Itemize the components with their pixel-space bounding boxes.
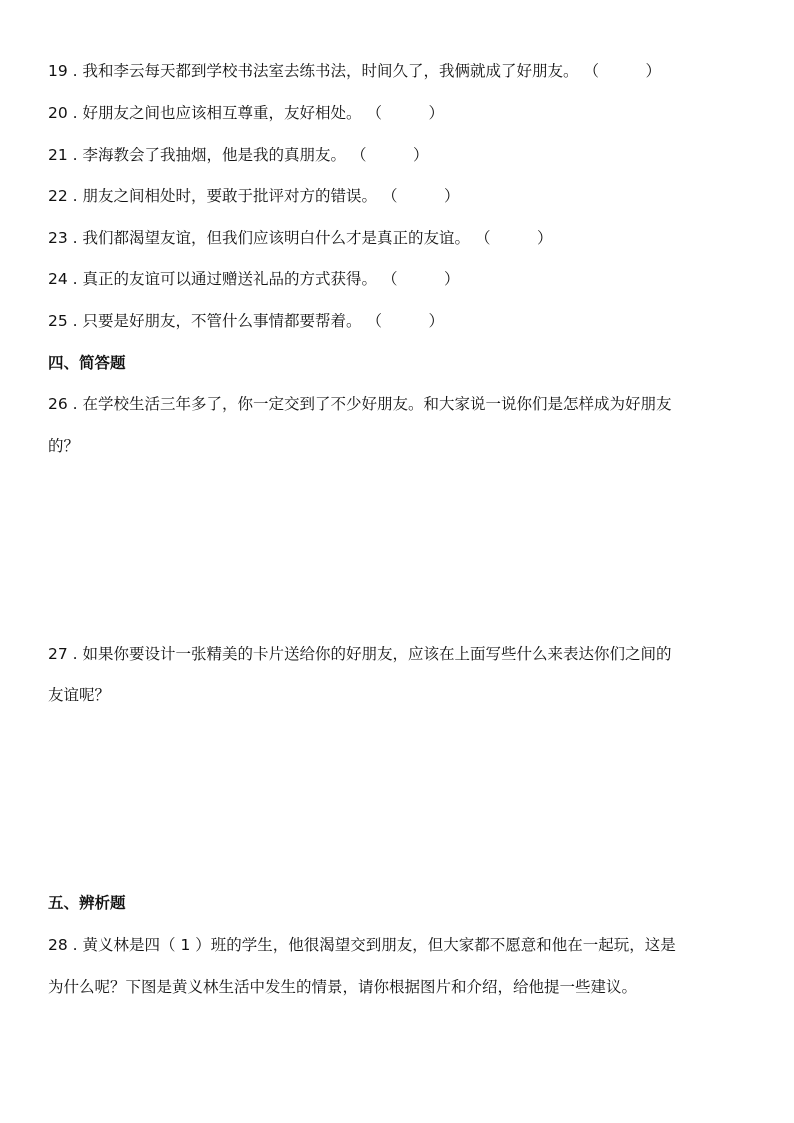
question-21	[48, 144, 746, 166]
question-number: 24 .	[48, 270, 78, 288]
question-28-line1	[48, 934, 746, 956]
question-text: 只要是好朋友，不管什么事情都要帮着。	[82, 312, 362, 330]
question-26-line2: 的？	[48, 437, 80, 455]
question-28-line2: 为什么呢？下图是黄义林生活中发生的情景，请你根据图片和介绍，给他提一些建议。	[48, 978, 638, 996]
question-number: 19 .	[48, 62, 78, 80]
section-title: 五、辨析题	[48, 894, 126, 912]
question-number: 22 .	[48, 187, 78, 205]
question-text: 如果你要设计一张精美的卡片送给你的好朋友，应该在上面写些什么来表达你们之间的	[82, 645, 672, 663]
question-number: 20 .	[48, 104, 78, 122]
question-number: 27 .	[48, 645, 78, 663]
question-27-line1	[48, 643, 746, 665]
answer-blank: （ ）	[381, 270, 460, 288]
question-23	[48, 227, 746, 249]
answer-blank: （ ）	[583, 62, 661, 80]
question-25	[48, 310, 746, 332]
answer-blank: （ ）	[366, 104, 444, 122]
question-text: 我们都渴望友谊，但我们应该明白什么才是真正的友谊。	[82, 229, 471, 247]
question-text: 黄义林是四（ 1 ）班的学生，他很渴望交到朋友，但大家都不愿意和他在一起玩，这是	[82, 936, 676, 954]
question-text: 真正的友谊可以通过赠送礼品的方式获得。	[82, 270, 378, 288]
question-number: 26 .	[48, 395, 78, 413]
answer-blank: （ ）	[474, 229, 553, 247]
answer-blank: （ ）	[350, 146, 429, 164]
question-19	[48, 60, 746, 82]
question-text: 在学校生活三年多了，你一定交到了不少好朋友。和大家说一说你们是怎样成为好朋友	[82, 395, 672, 413]
answer-blank: （ ）	[366, 312, 444, 330]
question-27-line2: 友谊呢？	[48, 686, 111, 704]
question-20	[48, 102, 746, 124]
question-text: 李海教会了我抽烟，他是我的真朋友。	[82, 146, 347, 164]
question-text: 我和李云每天都到学校书法室去练书法，时间久了，我俩就成了好朋友。	[82, 62, 579, 80]
section-title: 四、简答题	[48, 354, 126, 372]
question-number: 28 .	[48, 936, 78, 954]
question-number: 21 .	[48, 146, 78, 164]
question-number: 25 .	[48, 312, 78, 330]
answer-blank: （ ）	[381, 187, 460, 205]
question-24	[48, 268, 746, 290]
question-text: 好朋友之间也应该相互尊重，友好相处。	[82, 104, 362, 122]
question-26-line1	[48, 393, 746, 415]
question-22	[48, 185, 746, 207]
question-number: 23 .	[48, 229, 78, 247]
question-text: 朋友之间相处时，要敢于批评对方的错误。	[82, 187, 378, 205]
